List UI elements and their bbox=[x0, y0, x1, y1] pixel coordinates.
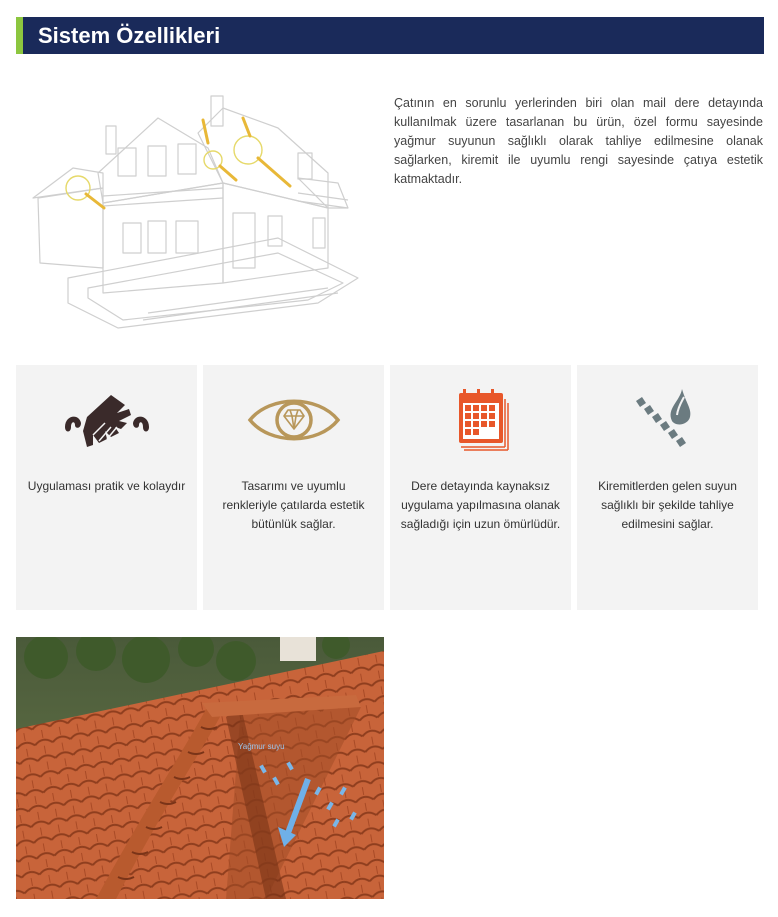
roof-valley-photo bbox=[16, 637, 384, 899]
feature-card-aesthetic bbox=[203, 365, 384, 610]
section-title-bar bbox=[16, 17, 764, 54]
feature-text: Kiremitlerden gelen suyun sağlıklı bir şekilde tahliye edilmesini sağlar. bbox=[598, 479, 737, 531]
feature-text: Uygulaması pratik ve kolaydır bbox=[27, 479, 186, 493]
title-accent bbox=[16, 17, 23, 54]
water-drop-icon bbox=[620, 387, 716, 453]
feature-card-durable bbox=[390, 365, 571, 610]
photo-label: Yağmur suyu bbox=[238, 742, 285, 751]
section-title: Sistem Özellikleri bbox=[38, 23, 221, 48]
house-illustration bbox=[28, 88, 374, 338]
calendar-icon bbox=[433, 387, 529, 453]
hand-icon bbox=[59, 387, 155, 453]
feature-card-easy-install bbox=[16, 365, 197, 610]
feature-text: Tasarımı ve uyumlu renkleriyle çatılarda estetik bütünlük sağlar. bbox=[222, 479, 365, 531]
feature-cards bbox=[16, 365, 758, 610]
intro-paragraph: Çatının en sorunlu yerlerinden biri olan mail dere detayında kullanılmak üzere tasarlanan bu ürün, özel formu sayesinde yağmur suyunun sağlıklı olarak tahliye edilmesine olanak sağlarken, kiremit ile uyumlu rengi sayesinde çatıya estetik katmaktadır. bbox=[394, 96, 763, 186]
feature-card-drainage bbox=[577, 365, 758, 610]
eye-diamond-icon bbox=[246, 387, 342, 453]
feature-text: Dere detayında kaynaksız uygulama yapılmasına olanak sağladığı için uzun ömürlüdür. bbox=[400, 479, 561, 531]
